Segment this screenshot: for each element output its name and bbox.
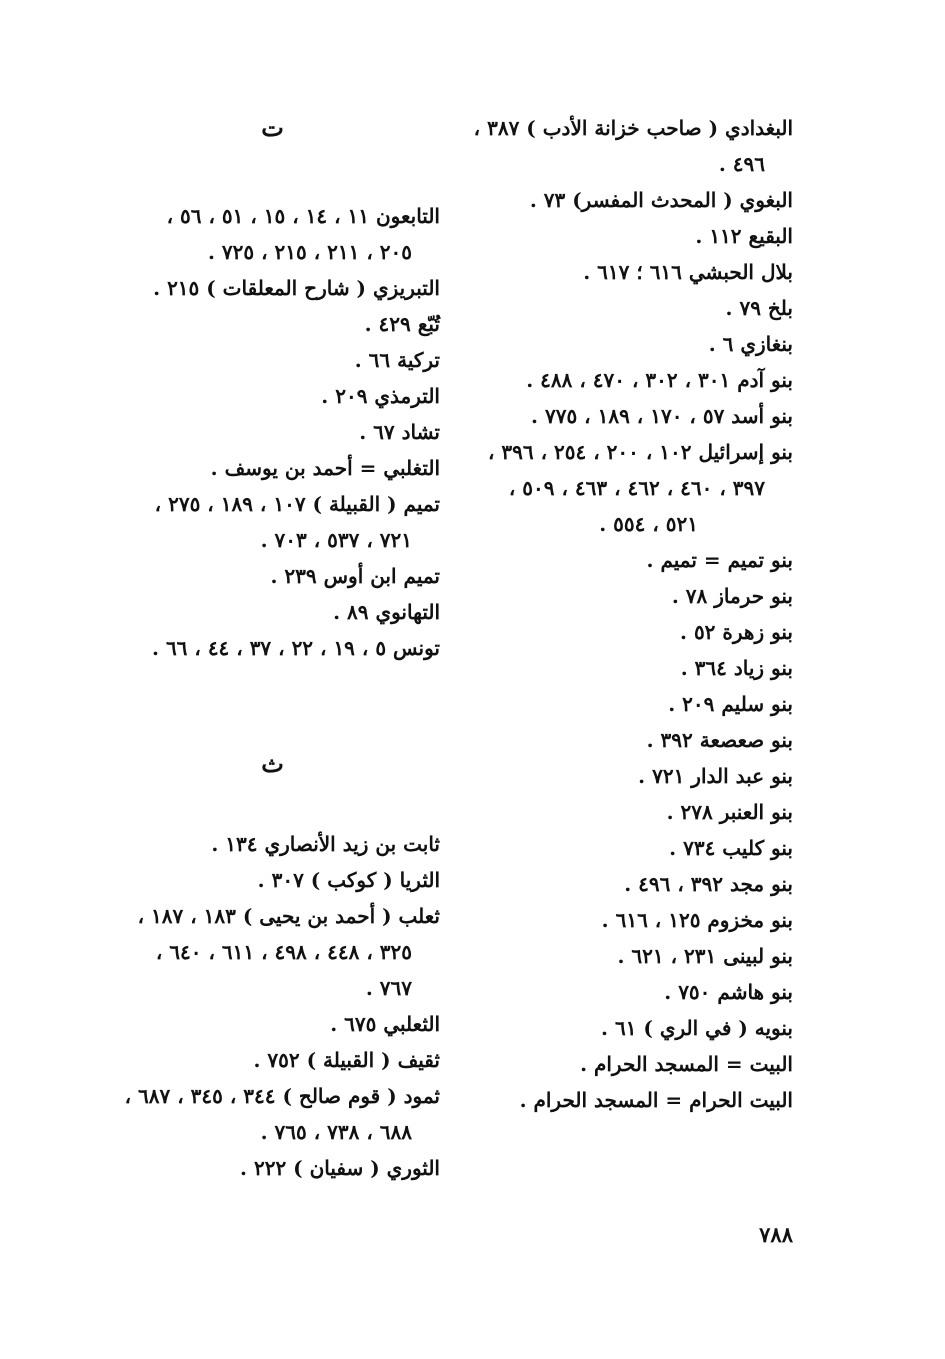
- index-entry: البقيع ١١٢ .: [695, 224, 793, 248]
- right-index-column: [448, 110, 793, 1118]
- index-entry: بنو عبد الدار ٧٢١ .: [638, 764, 793, 788]
- index-entry: البيت = المسجد الحرام .: [580, 1052, 793, 1076]
- index-entry: بنو حرماز ٧٨ .: [671, 584, 793, 608]
- index-entry: ثابت بن زيد الأنصاري ١٣٤ .: [211, 832, 440, 856]
- index-entry: بنو إسرائيل ١٠٢ ، ٢٠٠ ، ٢٥٤ ، ٣٩٦ ،: [487, 440, 793, 464]
- index-entry: التغلبي = أحمد بن يوسف .: [210, 456, 440, 480]
- index-entry-continuation: ٣٩٧ ، ٤٦٠ ، ٤٦٢ ، ٤٦٣ ، ٥٠٩ ،: [508, 476, 765, 500]
- index-entry: ثمود ( قوم صالح ) ٣٤٤ ، ٣٤٥ ، ٦٨٧ ،: [124, 1084, 440, 1108]
- index-entry: التبريزي ( شارح المعلقات ) ٢١٥ .: [153, 276, 440, 300]
- index-entry: ثعلب ( أحمد بن يحيى ) ١٨٣ ، ١٨٧ ،: [137, 904, 440, 928]
- index-entry: تُبّع ٤٢٩ .: [364, 312, 440, 336]
- index-entry: بلال الحبشي ٦١٦ ؛ ٦١٧ .: [583, 260, 793, 284]
- index-entry: تميم ابن أوس ٢٣٩ .: [270, 564, 440, 588]
- tha-entries-list: [95, 826, 440, 1186]
- index-entry-continuation: ٧٢١ ، ٥٣٧ ، ٧٠٣ .: [260, 528, 412, 552]
- index-entry: بنويه ( في الري ) ٦١ .: [601, 1016, 793, 1040]
- index-entry: التابعون ١١ ، ١٤ ، ١٥ ، ٥١ ، ٥٦ ،: [166, 204, 440, 228]
- index-entry-continuation: ٢٠٥ ، ٢١١ ، ٢١٥ ، ٧٢٥ .: [207, 240, 412, 264]
- index-entry: التهانوي ٨٩ .: [333, 600, 440, 624]
- index-entry-continuation: ٣٢٥ ، ٤٤٨ ، ٤٩٨ ، ٦١١ ، ٦٤٠ ،: [155, 940, 412, 964]
- index-entry: بنو سليم ٢٠٩ .: [668, 692, 793, 716]
- index-entry-continuation: ٤٩٦ .: [718, 152, 765, 176]
- index-entry: بنو تميم = تميم .: [646, 548, 793, 572]
- index-entry: تشاد ٦٧ .: [359, 420, 440, 444]
- index-entry-continuation: ٥٢١ ، ٥٥٤ .: [599, 512, 698, 536]
- section-heading-tha: ث: [261, 749, 284, 778]
- index-entry: بنو صعصعة ٣٩٢ .: [646, 728, 793, 752]
- index-entry: بنو زياد ٣٦٤ .: [680, 656, 793, 680]
- page-number: ٧٨٨: [759, 1222, 793, 1247]
- index-entry: بنو مجد ٣٩٢ ، ٤٩٦ .: [624, 872, 793, 896]
- index-entry-continuation: ٧٦٧ .: [365, 976, 412, 1000]
- index-entry: بنو لبينى ٢٣١ ، ٦٢١ .: [617, 944, 793, 968]
- index-entry-continuation: ٦٨٨ ، ٧٣٨ ، ٧٦٥ .: [260, 1120, 412, 1144]
- index-entry: ثقيف ( القبيلة ) ٧٥٢ .: [253, 1048, 440, 1072]
- index-entry: الثوري ( سفيان ) ٢٢٢ .: [240, 1156, 440, 1180]
- index-entry: بلخ ٧٩ .: [725, 296, 793, 320]
- index-entry: بنو آدم ٣٠١ ، ٣٠٢ ، ٤٧٠ ، ٤٨٨ .: [526, 368, 793, 392]
- index-entry: تركية ٦٦ .: [354, 348, 440, 372]
- index-entry: الثعلبي ٦٧٥ .: [330, 1012, 440, 1036]
- index-entry: بنو العنبر ٢٧٨ .: [666, 800, 793, 824]
- ta-entries-list: [95, 198, 440, 666]
- index-entry: البغوي ( المحدث المفسر) ٧٣ .: [529, 188, 793, 212]
- index-entry: بنو مخزوم ١٢٥ ، ٦١٦ .: [601, 908, 793, 932]
- section-heading-ta: ت: [261, 113, 284, 142]
- index-entry: بنو كليب ٧٣٤ .: [669, 836, 793, 860]
- index-entry: تونس ٥ ، ١٩ ، ٢٢ ، ٣٧ ، ٤٤ ، ٦٦ .: [152, 636, 440, 660]
- left-index-column: [95, 110, 440, 1186]
- index-entry: بنغازي ٦ .: [708, 332, 793, 356]
- index-entry: البغدادي ( صاحب خزانة الأدب ) ٣٨٧ ،: [473, 116, 793, 140]
- index-entry: البيت الحرام = المسجد الحرام .: [519, 1088, 793, 1112]
- index-entry: الثريا ( كوكب ) ٣٠٧ .: [257, 868, 440, 892]
- index-entry: بنو أسد ٥٧ ، ١٧٠ ، ١٨٩ ، ٧٧٥ .: [531, 404, 793, 428]
- index-entry: الترمذي ٢٠٩ .: [321, 384, 440, 408]
- index-entry: تميم ( القبيلة ) ١٠٧ ، ١٨٩ ، ٢٧٥ ،: [154, 492, 440, 516]
- index-entry: بنو زهرة ٥٢ .: [680, 620, 793, 644]
- index-entry: بنو هاشم ٧٥٠ .: [664, 980, 793, 1004]
